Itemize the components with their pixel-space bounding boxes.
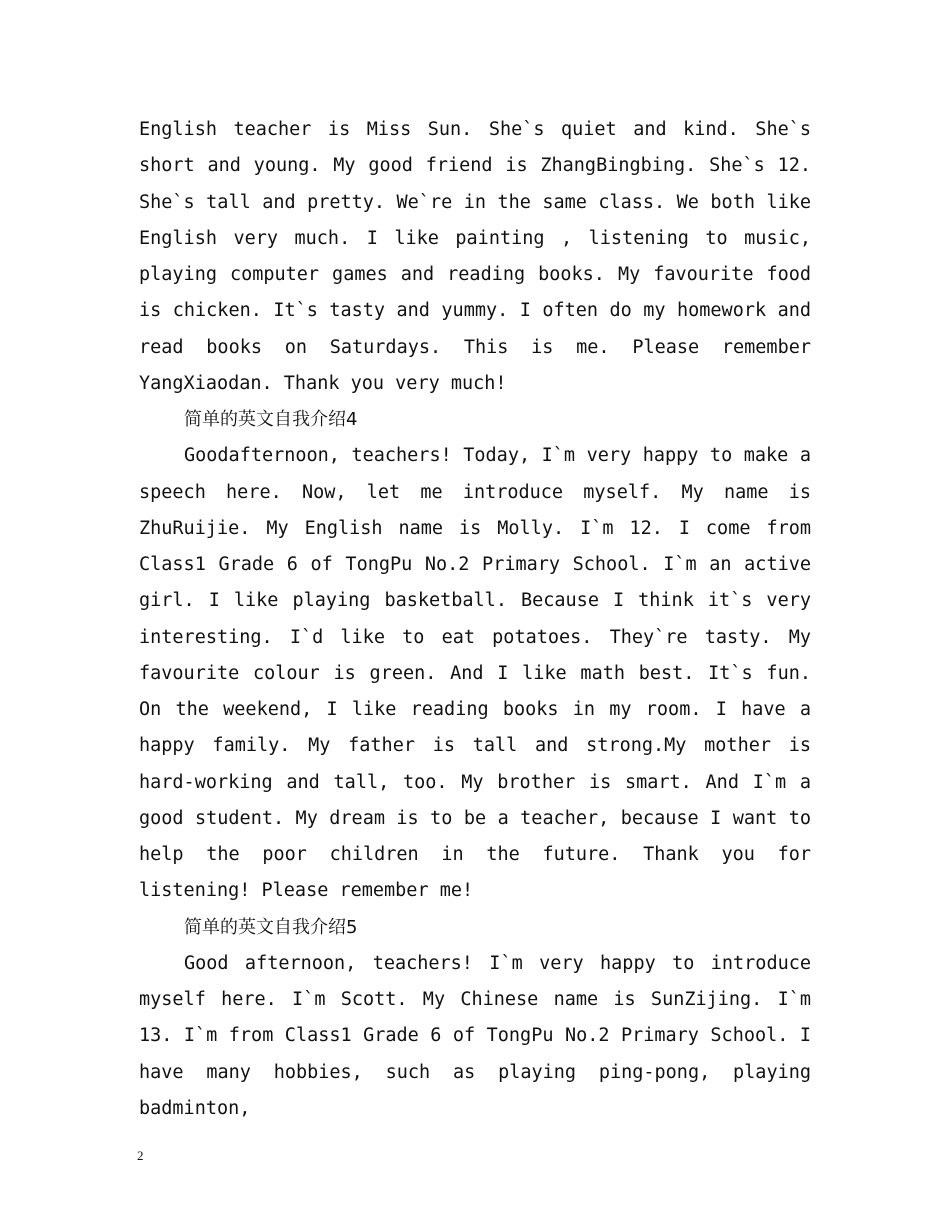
heading-self-intro-5: 简单的英文自我介绍5	[184, 916, 358, 938]
document-body	[139, 112, 811, 1127]
heading-self-intro-4: 简单的英文自我介绍4	[184, 409, 358, 430]
paragraph-self-intro-4: Goodafternoon, teachers! Today, I`m very happy to make a speech here. Now, let me introduce myself. My name is ZhuRuijie. My English name is Molly. I`m 12. I come from Class1 Grade 6 of TongPu No.2 Primary School. I`m an active girl. I like playing basketball. Because I think it`s very interesting. I`d like to eat potatoes. They`re tasty. My favourite colour is green. And I like math best. It`s fun. On the weekend, I like reading books in my room. I have a happy family. My father is tall and strong.My mother is hard-working and tall, too. My brother is smart. And I`m a good student. My dream is to be a teacher, because I want to help the poor children in the future. Thank you for listening! Please remember me!	[139, 445, 811, 902]
page-number: 2	[137, 1148, 144, 1163]
paragraph-self-intro-3-end: English teacher is Miss Sun. She`s quiet and kind. She`s short and young. My good friend is ZhangBingbing. She`s 12. She`s tall and pretty. We`re in the same class. We both like English very much. I like painting , listening to music, playing computer games and reading books. My favourite food is chicken. It`s tasty and yummy. I often do my homework and read books on Saturdays. This is me. Please remember YangXiaodan. Thank you very much!	[139, 119, 811, 394]
paragraph-self-intro-5: Good afternoon, teachers! I`m very happy to introduce myself here. I`m Scott. My Chinese name is SunZijing. I`m 13. I`m from Class1 Grade 6 of TongPu No.2 Primary School. I have many hobbies, such as playing ping-pong, playing badminton,	[139, 952, 811, 1119]
